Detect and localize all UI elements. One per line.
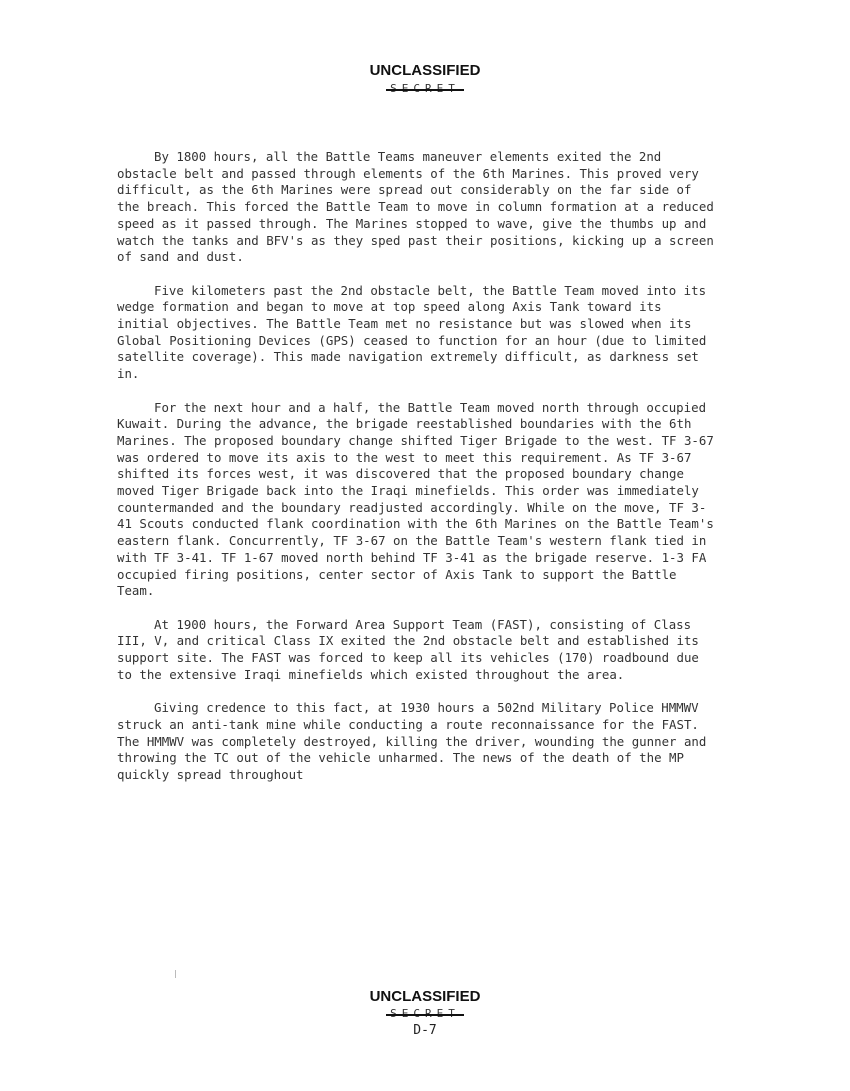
header-struck-text: SECRET xyxy=(386,82,464,95)
page-number: D-7 xyxy=(413,1023,437,1038)
paragraph-2: Five kilometers past the 2nd obstacle belt, the Battle Team moved into its wedge formation and began to move at top speed along Axis Tank toward its initial objectives. The Battle Team met no resistance but was slowed when its Global Positioning Devices (GPS) ceased to function for an hour (due to limited satellite coverage). This made navigation extremely difficult, as darkness set in. xyxy=(117,282,707,382)
scan-mark xyxy=(175,970,176,978)
paragraph-4: At 1900 hours, the Forward Area Support Team (FAST), consisting of Class III, V, and critical Class IX exited the 2nd obstacle belt and established its support site. The FAST was forced to keep all its vehicles (170) roadbound due to the extensive Iraqi minefields which existed throughout the area. xyxy=(117,616,699,682)
header-classification: UNCLASSIFIED xyxy=(369,62,481,79)
header-struck-marking xyxy=(0,82,850,95)
paragraph-3: For the next hour and a half, the Battle Team moved north through occupied Kuwait. During the advance, the brigade reestablished boundaries with the 6th Marines. The proposed boundary change shifted Tiger Brigade to the west. TF 3-67 was ordered to move its axis to the west to meet this requirement. As TF 3-67 shifted its forces west, it was discovered that the proposed boundary change moved Tiger Brigade back into the Iraqi minefields. This order was immediately countermanded and the boundary readjusted accordingly. While on the move, TF 3-41 Scouts conducted flank coordination with the 6th Marines on the Battle Team's eastern flank. Concurrently, TF 3-67 on the Battle Team's western flank tied in with TF 3-41. TF 1-67 moved north behind TF 3-41 as the brigade reserve. 1-3 FA occupied firing positions, center sector of Axis Tank to support the Battle Team. xyxy=(117,399,714,599)
paragraph-5: Giving credence to this fact, at 1930 hours a 502nd Military Police HMMWV struck an anti-tank mine while conducting a route reconnaissance for the FAST. The HMMWV was completely destroyed, killing the driver, wounding the gunner and throwing the TC out of the vehicle unharmed. The news of the death of the MP quickly spread throughout xyxy=(117,700,707,782)
footer-struck-text: SECRET xyxy=(386,1007,464,1020)
footer-struck-marking xyxy=(0,1007,850,1020)
footer-classification: UNCLASSIFIED xyxy=(369,988,481,1005)
document-body xyxy=(117,149,717,800)
paragraph-1: By 1800 hours, all the Battle Teams maneuver elements exited the 2nd obstacle belt and passed through elements of the 6th Marines. This proved very difficult, as the 6th Marines were spread out considerably on the far side of the breach. This forced the Battle Team to move in column formation at a reduced speed as it passed through. The Marines stopped to wave, give the thumbs up and watch the tanks and BFV's as they sped past their positions, kicking up a screen of sand and dust. xyxy=(117,149,714,265)
